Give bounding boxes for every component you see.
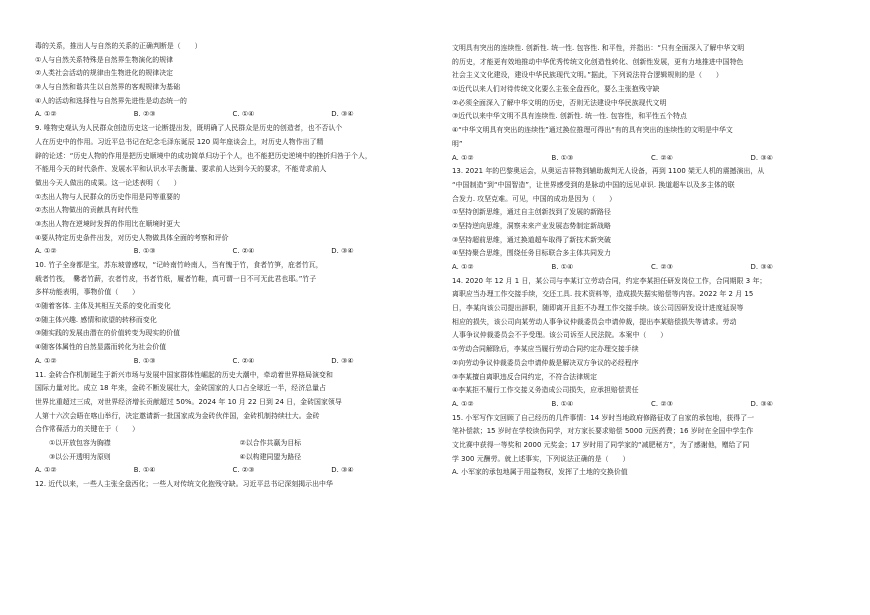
option: C. ②③ [232,466,255,475]
text-line: ④人的活动和选择性与自然界先进性是动态统一的 [35,96,187,105]
text-line: ①劳动合同解除后，李某应当履行劳动合同约定办理交接手续 [452,345,639,354]
answer-options [452,261,850,275]
option: ②以合作共赢为目标 [239,438,302,447]
text-line: 社会主义文化建设，建设中华民族现代文明。”据此，下列说法符合逻辑规则的是（ ） [452,71,723,80]
option: D. ③④ [331,110,354,119]
option: B. ①③ [133,247,156,256]
text-line: ③人与自然和谐共生以自然界的客观规律为基础 [35,83,181,92]
option: A. ①② [35,247,57,256]
text-line: 合作常葆活力的关键在于（ ） [35,425,140,434]
text-line: 辟的论述：“历史人物的作用是把历史顺境中的成功简单归功于个人，也不能把历史逆境中的挫折归咎于个人， [35,151,372,160]
option: C. ①④ [232,110,255,119]
text-line: 人第十六次会晤在喀山举行，决定邀请新一批国家成为金砖伙伴国，金砖机制持续壮大。金砖 [35,411,320,420]
right-column [452,42,850,480]
answer-options [452,398,850,412]
text-line: 国际力量对比。成立 18 年来，金砖不断发展壮大，金砖国家的人口占全球近一半，经济总量占 [35,384,326,393]
option: C. ②④ [232,247,255,256]
text-line: 13. 2021 年的巴黎奥运会，从奥运吉祥物到辅助裁判无人设备，再到 1100 架无人机的震撼演出，从 [452,167,765,176]
text-line: 文比赛中获得一等奖和 2000 元奖金；17 岁时用了同学家的“减肥秘方”，为了感谢他，赠给了同 [452,440,750,449]
text-line: ②必须全面深入了解中华文明的历史，否则无法建设中华民族现代文明 [452,98,667,107]
text-line: ②人类社会活动的规律由生物进化的规律决定 [35,69,174,78]
option: D. ③④ [750,399,773,408]
option: A. ①② [35,466,57,475]
statement-options [35,437,430,451]
option: D. ③④ [331,247,354,256]
text-line: ②坚持逆向思维，洞察未来产业发展态势制定新战略 [452,221,611,230]
option: C. ②④ [651,153,673,162]
text-line: 笔补偿款；15 岁时在学校读伤同学，对方家长要求赔偿 5000 元医药费；16 岁时在全国中学生作 [452,427,754,436]
text-line: ③杰出人物在逆境时发挥的作用比在顺境时更大 [35,219,181,228]
option: ①以开放包容为胸襟 [49,438,111,447]
option: B. ①④ [133,466,156,475]
text-line: 相应的损失，该公司向某劳动人事争议仲裁委员会申请仲裁，提出李某赔偿损失等请求。劳动 [452,317,737,326]
option: B. ①④ [551,263,574,271]
text-line: 学 300 元酬劳。就上述事实，下列说法正确的是（ ） [452,454,630,463]
option: A. ①② [452,263,474,271]
option: A. ①② [452,153,474,162]
text-line: ④随客体属性的自然显露而转化为社会价值 [35,343,167,352]
text-line: ②杰出人物做出的贡献具有时代性 [35,206,139,215]
answer-options [35,464,430,478]
text-line: ①人与自然关系特殊是自然界生物演化的规律 [35,55,174,64]
text-line: 世界比重超过三成，对世界经济增长贡献超过 50%。2024 年 10 月 22 日到 24 日，金砖国家领导 [35,397,342,406]
text-line: 15. 小军写作文回顾了自己经历的几件事情：14 岁时当地政府修路征收了自家的承包地，获得了一 [452,413,755,422]
text-line: ④李某拒不履行工作交接义务造成公司损失，应承担赔偿责任 [452,386,639,395]
text-line: 11. 金砖合作机制诞生于新兴市场与发展中国家群体性崛起的历史大潮中，牵动着世界格局演变和 [35,370,333,379]
option: C. ②③ [651,399,673,408]
text-line: 人在历史中的作用。习近平总书记在纪念毛泽东诞辰 120 周年座谈会上，对历史人物作出了精 [35,137,324,146]
text-line: 14. 2020 年 12 月 1 日，某公司与李某订立劳动合同，约定李某担任研发岗位工作，合同期限 3 年； [452,276,767,285]
answer-options [452,152,850,166]
text-line: 合发力. 攻坚克难。可见，中国的成功是因为（ ） [452,194,617,203]
text-line: ①坚持创新思维，通过自主创新找到了发展的新路径 [452,208,611,217]
text-line: 12. 近代以来，一些人主张全盘西化；一些人对传统文化抱残守缺。习近平总书记深刻揭示出中华 [35,480,333,488]
option: ③以公开透明为原则 [49,452,111,461]
text-line: ③李某擅自离职违反合同约定，不符合法律规定 [452,372,598,381]
text-line: ①杰出人物与人民群众的历史作用是同等重要的 [35,192,181,201]
text-line: 日，李某向该公司提出辞职，随即离开且拒不办理工作交接手续。该公司因研发设计进度延误等 [452,304,744,313]
text-line: ④“中华文明具有突出的连续性”通过换位推理可得出“有的具有突出的连续性的文明是中华文 [452,126,733,135]
option: B. ①③ [551,153,574,162]
text-line: ①近代以来人们对待传统文化要么主张全盘西化，要么主张抱残守缺 [452,85,660,94]
option: A. ①② [452,399,474,408]
text-line: 人事争议仲裁委员会不予受理。该公司诉至人民法院。本案中（ ） [452,331,668,340]
text-line: ①随着客体. 主体及其相互关系的变化而变化 [35,302,171,311]
text-line: ③近代以来中华文明不具有连续性. 创新性. 统一性. 包容性，和平性五个特点 [452,112,687,121]
text-line: 明” [452,139,463,148]
option: ④以构建同盟为路径 [239,452,302,461]
text-line: ②随主体兴趣. 感情和欲望的转移而变化 [35,315,157,324]
text-line: 的历史，才能更有效地推动中华优秀传统文化创造性转化、创新性发展，更有力地推进中国特色 [452,57,744,66]
option: B. ①④ [551,399,574,408]
option: D. ③④ [750,153,773,162]
text-line: 做出今天人做出的成果。这一论述表明（ ） [35,178,181,187]
text-line: A. 小军家的承包地属于用益物权，发挥了土地的交换价值 [452,468,628,477]
option: B. ①③ [133,356,156,365]
option: D. ③④ [331,466,354,475]
answer-options [35,245,430,259]
text-line: 多样功能表明，事物价值（ ） [35,288,140,297]
text-line: ③坚持超前思维，通过换道超车取得了新技术新突破 [452,235,611,244]
text-line: 载者竹筏， 爨者竹薪，衣者竹皮，书者竹纸，履者竹鞋，真可谓一日不可无此君也耶。”竹子 [35,274,317,283]
option: D. ③④ [331,356,354,365]
answer-options [35,108,430,122]
option: C. ②③ [651,263,673,271]
option: D. ③④ [750,263,773,271]
option: A. ①② [35,110,57,119]
statement-options [35,451,430,465]
option: C. ②④ [232,356,255,365]
text-line: 离职应当办理工作交接手续，交还工具. 技术资料等，造成损失据实赔偿等内容。2022 年 2 月 15 [452,290,754,299]
answer-options [35,355,430,369]
text-line: ②向劳动争议仲裁委员会申请仲裁是解决双方争议的必经程序 [452,358,639,367]
left-column [35,40,430,492]
text-line: 文明具有突出的连续性. 创新性. 统一性. 包容性. 和平性，并指出：“只有全面深入了解中华文明 [452,44,745,52]
text-line: 9. 唯物史观认为人民群众创造历史这一论断提出发，既明确了人民群众是历史的创造者，也不否认个 [35,124,343,133]
text-line: ④坚持聚合思维，围绕任务目标联合多主体共同发力 [452,249,611,258]
text-line: 10. 竹子全身都是宝，苏东坡曾感叹，“记岭南竹岭南人，当有愧于竹，食者竹笋，庇者竹瓦， [35,261,323,269]
option: B. ②③ [133,110,156,119]
text-line: 毒的关系，推出人与自然的关系的正确判断是（ ） [35,42,202,50]
text-line: ③随实践的发展由潜在的价值转变为现实的价值 [35,329,181,338]
text-line: 不能用今天的时代条件、发展水平和认识水平去衡量、要求前人达到今天的要求，不能苛求前人 [35,165,327,174]
option: A. ①② [35,356,57,365]
text-line: “中国制造”到“中国智造”，让世界感受到的是脉动中国的远见卓识. 换道超车以及多主体的联 [452,180,735,189]
text-line: ④要从特定历史条件出发，对历史人物做具体全面的考察和评价 [35,233,229,242]
